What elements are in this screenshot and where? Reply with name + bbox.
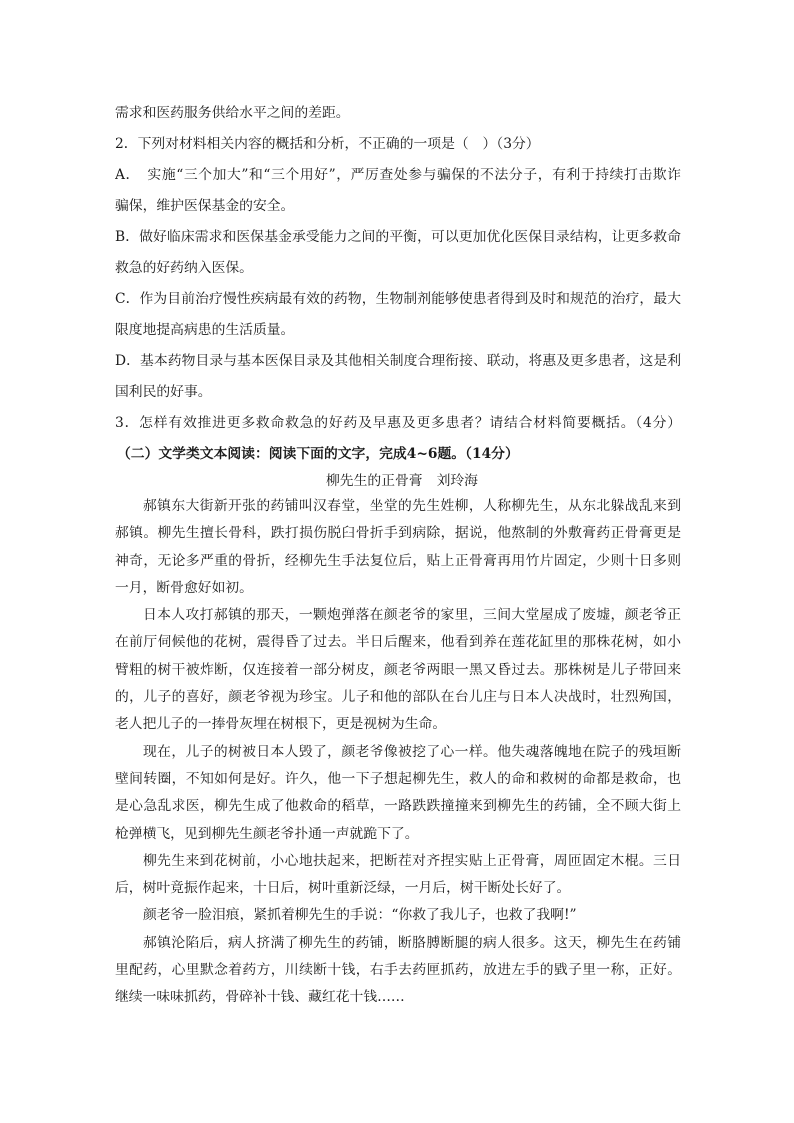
paragraph-line: 郝镇沦陷后，病人挤满了柳先生的药铺，断胳膊断腿的病人很多。这天，柳先生在药铺 xyxy=(143,934,681,951)
story-paragraph xyxy=(115,848,681,903)
story-body xyxy=(115,493,681,1012)
paragraph-line: 继续一味味抓药，骨碎补十钱、藏红花十钱…… xyxy=(115,989,405,1006)
question-2 xyxy=(115,129,681,408)
story-title-row xyxy=(0,469,794,493)
option-b-line: 救急的好药纳入医保。 xyxy=(115,260,253,276)
paragraph-line: 后，树叶竟振作起来，十日后，树叶重新泛绿，一月后，树干断处长好了。 xyxy=(115,880,571,897)
questions-section xyxy=(115,98,681,439)
option-d-line: 国利民的好事。 xyxy=(115,384,212,400)
section-2-heading: （二）文学类文本阅读：阅读下面的文字，完成4~6题。（14分） xyxy=(117,446,519,462)
paragraph-line: 神奇，无论多严重的骨折，经柳先生手法复位后，贴上正骨膏再用竹片固定，少则十日多则 xyxy=(115,552,681,569)
story-paragraph xyxy=(115,493,681,602)
preceding-text-line: 需求和医药服务供给水平之间的差距。 xyxy=(115,105,350,121)
question-2-option-d xyxy=(115,346,681,408)
option-c-line: C．作为目前治疗慢性疾病最有效的药物，生物制剂能够使患者得到及时和规范的治疗，最大 xyxy=(115,291,681,307)
question-2-option-a xyxy=(115,160,681,222)
option-a-line: 骗保，维护医保基金的安全。 xyxy=(115,198,295,214)
paragraph-line: 里配药，心里默念着药方，川续断十钱，右手去药匣抓药，放进左手的戥子里一称，正好。 xyxy=(115,962,681,979)
paragraph-line: 柳先生来到花树前，小心地扶起来，把断茬对齐捏实贴上正骨膏，周匝固定木棍。三日 xyxy=(143,852,681,869)
paragraph-line: 的，儿子的喜好，颜老爷视为珍宝。儿子和他的部队在台儿庄与日本人决战时，壮烈殉国， xyxy=(115,689,681,706)
paragraph-line: 枪弹横飞，见到柳先生颜老爷扑通一声就跪下了。 xyxy=(115,825,419,842)
option-c-line: 限度地提高病患的生活质量。 xyxy=(115,322,295,338)
paragraph-line: 现在，儿子的树被日本人毁了，颜老爷像被挖了心一样。他失魂落魄地在院子的残垣断 xyxy=(143,743,681,760)
story-paragraph xyxy=(115,739,681,848)
paragraph-line: 郝镇。柳先生擅长骨科，跌打损伤脱臼骨折手到病除，据说，他熬制的外敷膏药正骨膏更是 xyxy=(115,525,681,542)
story-paragraph xyxy=(115,902,681,929)
paragraph-line: 臂粗的树干被炸断，仅连接着一部分树皮，颜老爷两眼一黑又昏过去。那株树是儿子带回来 xyxy=(115,661,681,678)
question-2-option-b xyxy=(115,222,681,284)
paragraph-line: 老人把儿子的一捧骨灰埋在树根下，更是视树为生命。 xyxy=(115,716,447,733)
story-paragraph xyxy=(115,930,681,1012)
question-3: 3．怎样有效推进更多救命救急的好药及早惠及更多患者？请结合材料简要概括。（4分） xyxy=(115,415,681,431)
paragraph-line: 一月，断骨愈好如初。 xyxy=(115,579,253,596)
option-b-line: B．做好临床需求和医保基金承受能力之间的平衡，可以更加优化医保目录结构，让更多救命 xyxy=(115,229,681,245)
question-2-stem: 2．下列对材料相关内容的概括和分析，不正确的一项是（ ）（3分） xyxy=(115,136,540,152)
option-a-line: A． 实施“三个加大”和“三个用好”，严厉查处参与骗保的不法分子，有利于持续打击欺诈 xyxy=(115,167,681,183)
paragraph-line: 壁间转圈，不知如何是好。许久，他一下子想起柳先生，救人的命和救树的命都是救命，也 xyxy=(115,770,681,787)
paragraph-line: 日本人攻打郝镇的那天，一颗炮弹落在颜老爷的家里，三间大堂屋成了废墟，颜老爷正 xyxy=(143,607,681,624)
question-2-option-c xyxy=(115,284,681,346)
story-paragraph xyxy=(115,602,681,738)
paragraph-line: 颜老爷一脸泪痕，紧抓着柳先生的手说：“你救了我儿子，也救了我啊!” xyxy=(143,907,577,924)
story-author: 刘玲海 xyxy=(436,473,478,489)
paragraph-line: 是心急乱求医，柳先生成了他救命的稻草，一路跌跌撞撞来到柳先生的药铺，全不顾大街上 xyxy=(115,798,681,815)
story-title: 柳先生的正骨膏 xyxy=(326,473,423,489)
paragraph-line: 在前厅伺候他的花树，震得昏了过去。半日后醒来，他看到养在莲花缸里的那株花树，如小 xyxy=(115,634,681,651)
option-d-line: D．基本药物目录与基本医保目录及其他相关制度合理衔接、联动，将惠及更多患者，这是利 xyxy=(115,353,681,369)
paragraph-line: 郝镇东大街新开张的药铺叫汉春堂，坐堂的先生姓柳，人称柳先生，从东北躲战乱来到 xyxy=(143,498,681,514)
